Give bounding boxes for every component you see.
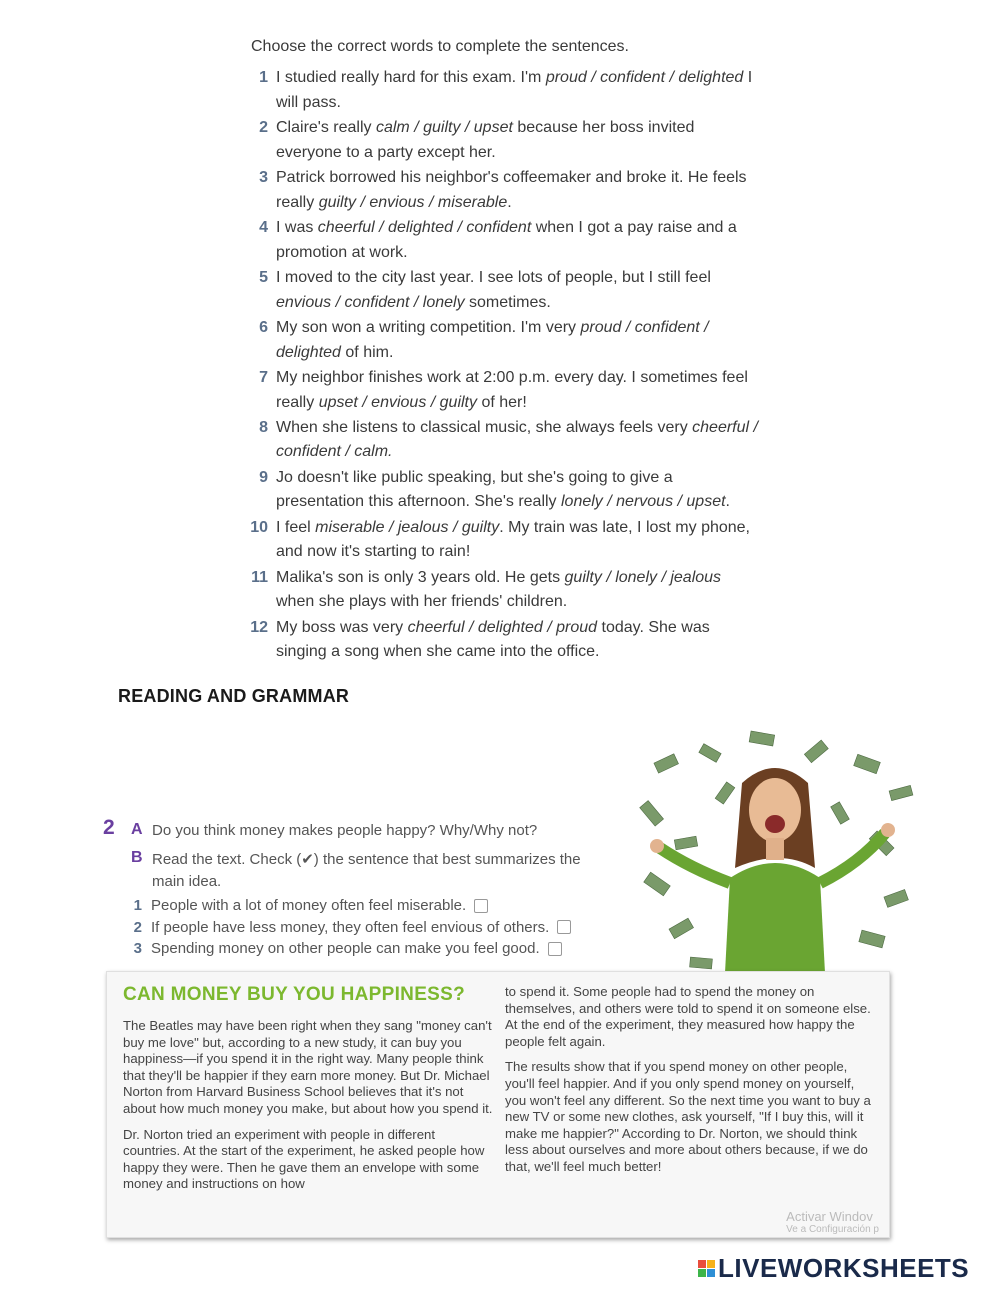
exercise-item-text [276, 266, 760, 315]
watermark-line-1: Activar Windov [786, 1209, 873, 1224]
sentence-fragment: Jo doesn't like public speaking, but she's going to give a presentation this afternoon. She's really [276, 468, 673, 511]
article-column-right [505, 984, 875, 1185]
sentence-fragment: Claire's really [276, 118, 376, 136]
exercise-item-text [276, 316, 760, 365]
option-text: People with a lot of money often feel miserable. [151, 897, 467, 915]
sentence-fragment: I feel [276, 518, 316, 536]
exercise-item-number: 4 [259, 218, 268, 236]
article-paragraph: Dr. Norton tried an experiment with people in different countries. At the start of the experiment, he asked people how happy they were. Then he gave them an envelope with some money and instructions on how [123, 1126, 485, 1192]
option-checkbox[interactable] [474, 899, 488, 913]
article-paragraph: The results show that if you spend money on other people, you'll feel happier. And if you only spend money on yourself, you won't feel any different. So the next time you want to buy a new TV or some new clothes, ask yourself, "If I buy this, will it make me happier?" According to Dr. Norton, we should think less about ourselves and more about others because, if we do that, we'll feel much better! [505, 1059, 871, 1174]
sentence-fragment: I will pass. [276, 69, 753, 111]
option-text: Spending money on other people can make you feel good. [151, 940, 540, 958]
option-number: 1 [133, 897, 142, 915]
word-choices: miserable / jealous / guilty [315, 518, 500, 536]
question-number: 2 [103, 816, 115, 839]
exercise-item [240, 566, 760, 615]
exercise-item [240, 616, 760, 665]
sentence-fragment: when she plays with her friends' children. [276, 593, 568, 611]
exercise-item-text [276, 366, 760, 415]
exercise-item [240, 66, 760, 115]
summary-option [120, 938, 600, 960]
question-b-label: B [131, 849, 143, 866]
summary-options [120, 895, 600, 960]
exercise-item [240, 416, 760, 465]
exercise-item-number: 7 [259, 368, 268, 386]
sentence-fragment: of him. [340, 343, 394, 361]
article-column-left [123, 1018, 493, 1202]
word-choices: calm / guilty / upset [375, 118, 513, 136]
exercise-instruction: Choose the correct words to complete the sentences. [251, 38, 629, 55]
exercise-item-number: 10 [250, 518, 268, 536]
exercise-item-text [276, 216, 760, 265]
exercise-item-number: 1 [259, 69, 268, 86]
word-choices: cheerful / delighted / confident [317, 218, 532, 236]
option-number: 3 [133, 940, 142, 958]
exercise-item [240, 516, 760, 565]
sentence-fragment: because her boss invited everyone to a party except her. [276, 118, 695, 161]
article-paragraph: The Beatles may have been right when they sang "money can't buy me love" but, according to a new study, it can buy you happiness—if you spend it in the right way. Many people think that they'll be happier if they earn more money. But Dr. Michael Norton from Harvard Business School believes that it's not about how much money you make, but about how you spend it. [123, 1018, 493, 1116]
exercise-item-number: 9 [259, 468, 268, 486]
sentence-fragment: I was [276, 218, 318, 236]
sentence-fragment: . My train was late, I lost my phone, and now it's starting to rain! [276, 518, 750, 561]
liveworksheets-logo[interactable] [698, 1253, 969, 1284]
exercise-item-number: 11 [251, 568, 268, 586]
sentence-fragment: Malika's son is only 3 years old. He gets [276, 568, 565, 586]
exercise-item [240, 266, 760, 315]
exercise-item-number: 12 [250, 618, 268, 636]
logo-square [698, 1260, 706, 1268]
sentence-fragment: . [507, 193, 512, 211]
exercise-item [240, 216, 760, 265]
exercise-item-text [276, 616, 760, 665]
word-choices: proud / confident / delighted [276, 318, 709, 361]
sentence-fragment: Patrick borrowed his neighbor's coffeemaker and broke it. He feels really [276, 168, 747, 211]
article-paragraph: to spend it. Some people had to spend the money on themselves, and others were told to spend it on someone else. At the end of the experiment, they measured how happy the people felt again. [505, 984, 871, 1049]
exercise-item-text [276, 516, 760, 565]
sentence-fragment: today. She was singing a song when she came into the office. [276, 618, 710, 661]
section-heading: READING AND GRAMMAR [118, 686, 350, 706]
word-choices: upset / envious / guilty [318, 393, 477, 411]
question-a-text: Do you think money makes people happy? Why/Why not? [152, 822, 538, 839]
question-a-label: A [131, 821, 143, 838]
exercise-list [240, 66, 760, 666]
logo-square [707, 1260, 715, 1268]
word-choices: proud / confident / delighted [545, 69, 744, 86]
woman-money-photo [630, 728, 920, 973]
sentence-fragment: My boss was very [276, 618, 408, 636]
logo-icon [698, 1260, 715, 1277]
sentence-fragment: My son won a writing competition. I'm very [276, 318, 581, 336]
option-checkbox[interactable] [548, 942, 562, 956]
exercise-item-number: 5 [259, 268, 268, 286]
word-choices: lonely / nervous / upset [561, 493, 726, 511]
windows-activation-watermark [786, 1209, 879, 1235]
logo-text: LIVEWORKSHEETS [718, 1253, 970, 1283]
exercise-item-text [276, 66, 760, 115]
option-number: 2 [133, 918, 142, 936]
exercise-item [240, 316, 760, 365]
logo-square [707, 1269, 715, 1277]
sentence-fragment: sometimes. [464, 293, 551, 311]
word-choices: guilty / envious / miserable [318, 193, 508, 211]
exercise-item-number: 3 [259, 168, 268, 186]
exercise-item-number: 6 [259, 318, 268, 336]
exercise-item [240, 466, 760, 515]
exercise-item-text [276, 416, 760, 465]
word-choices: envious / confident / lonely [276, 293, 465, 311]
exercise-item-number: 2 [259, 118, 268, 136]
sentence-fragment: I studied really hard for this exam. I'm [276, 69, 546, 86]
sentence-fragment: I moved to the city last year. I see lots of people, but I still feel [276, 268, 711, 286]
logo-square [698, 1269, 706, 1277]
word-choices: guilty / lonely / jealous [564, 568, 722, 586]
sentence-fragment: . [725, 493, 730, 511]
option-text: If people have less money, they often feel envious of others. [151, 918, 550, 936]
word-choices: cheerful / delighted / proud [407, 618, 598, 636]
word-choices: cheerful / confident / calm. [276, 418, 758, 461]
exercise-item-number: 8 [259, 418, 268, 436]
sentence-fragment: when I got a pay raise and a promotion at work. [276, 218, 737, 261]
question-b-text: Read the text. Check (✔) the sentence that best summarizes the main idea. [152, 851, 581, 890]
watermark-line-2: Ve a Configuración p [786, 1224, 879, 1235]
article-title: CAN MONEY BUY YOU HAPPINESS? [123, 984, 466, 1005]
exercise-item-text [276, 466, 760, 515]
exercise-item-text [276, 566, 760, 615]
summary-option [120, 917, 600, 939]
exercise-item-text [276, 166, 760, 215]
sentence-fragment: of her! [477, 393, 527, 411]
exercise-item-text [276, 116, 760, 165]
sentence-fragment: When she listens to classical music, she always feels very [276, 418, 693, 436]
sentence-fragment: My neighbor finishes work at 2:00 p.m. every day. I sometimes feel really [276, 368, 748, 411]
exercise-item [240, 166, 760, 215]
exercise-item [240, 366, 760, 415]
exercise-item [240, 116, 760, 165]
option-checkbox[interactable] [557, 920, 571, 934]
summary-option [120, 895, 600, 917]
article-box [106, 971, 890, 1238]
